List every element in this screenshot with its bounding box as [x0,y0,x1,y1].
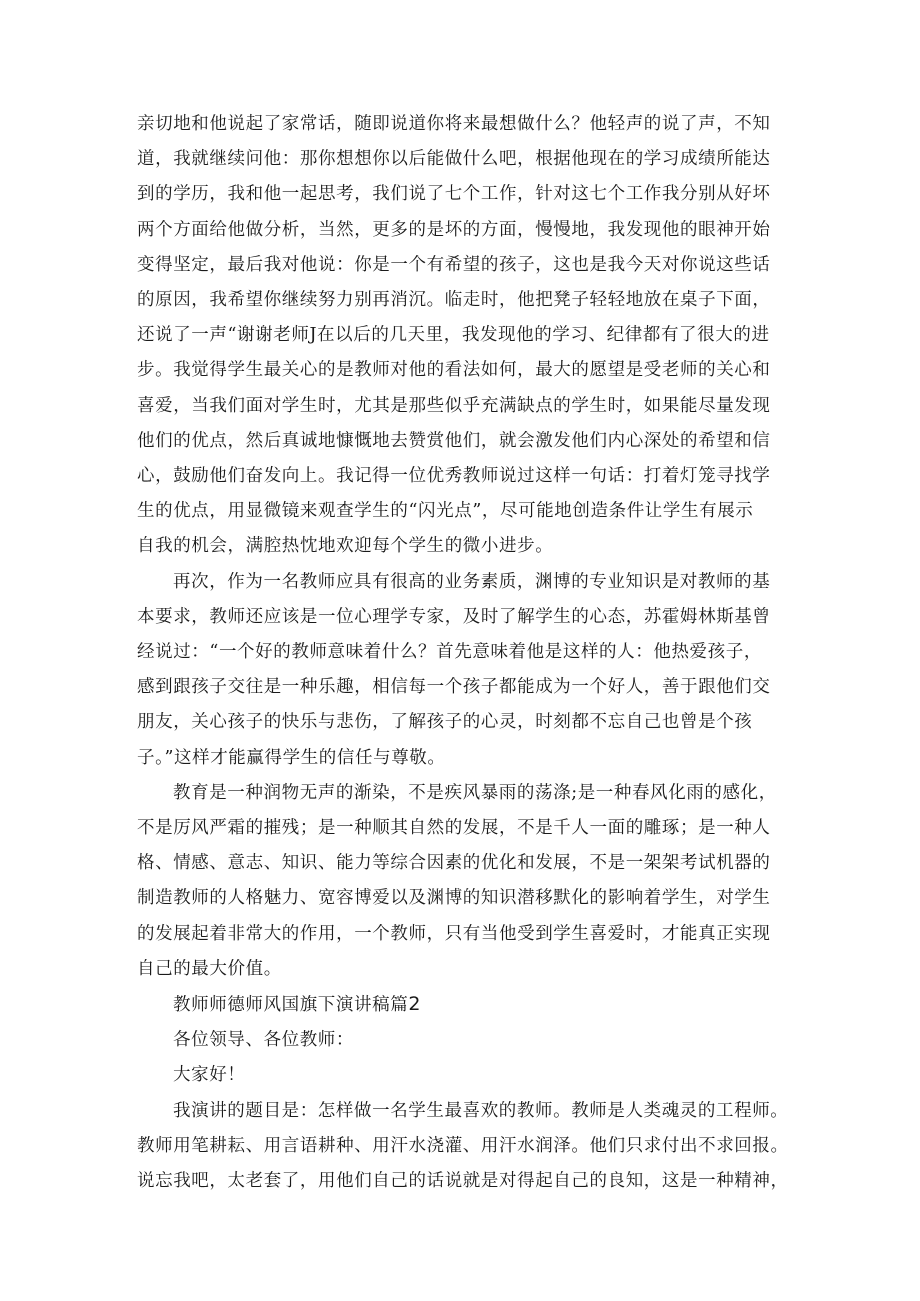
text-line: 步。我觉得学生最关心的是教师对他的看法如何，最大的愿望是受老师的关心和 [137,360,771,381]
text-line: 他们的优点，然后真诚地慷慨地去赞赏他们，就会激发他们内心深处的希望和信 [137,430,771,451]
text-line: 亲切地和他说起了家常话，随即说道你将来最想做什么？他轻声的说了声，不知 [137,114,771,134]
text-line: 制造教师的人格魅力、宽容博爱以及渊博的知识潜移默化的影响着学生，对学生 [137,888,771,909]
greeting-line-2 [137,1058,827,1093]
text-line: 生的优点，用显微镜来观查学生的“闪光点”，尽可能地创造条件让学生有展示 [137,501,754,522]
text-line: 变得坚定，最后我对他说：你是一个有希望的孩子，这也是我今天对你说这些话 [137,254,771,275]
text-line: 大家好！ [173,1065,246,1086]
text-line: 心，鼓励他们奋发向上。我记得一位优秀教师说过这样一句话：打着灯笼寻找学 [137,466,771,487]
text-line: 本要求，教师还应该是一位心理学专家，及时了解学生的心态，苏霍姆林斯基曾 [137,606,771,627]
heading-text: 教师师德师风国旗下演讲稿篇 [173,995,409,1016]
paragraph-1 [137,107,827,565]
text-line: 自我的机会，满腔热忱地欢迎每个学生的微小进步。 [137,536,554,557]
document-body [137,107,827,1199]
greeting-line-1 [137,1023,827,1058]
text-line: 格、情感、意志、知识、能力等综合因素的优化和发展，不是一架架考试机器的 [137,853,771,874]
text-line: 喜爱，当我们面对学生时，尤其是那些似乎充满缺点的学生时，如果能尽量发现 [137,395,771,416]
text-line: 经说过：“一个好的教师意味着什么？首先意味着他是这样的人：他热爱孩子， [137,642,762,663]
paragraph-2 [137,565,827,776]
text-line: 感到跟孩子交往是一种乐趣，相信每一个孩子都能成为一个好人，善于跟他们交 [137,677,771,698]
text-line: 教育是一种润物无声的渐染，不是疾风暴雨的荡涤;是一种春风化雨的感化， [173,782,777,803]
text-line: 到的学历，我和他一起思考，我们说了七个工作，针对这七个工作我分别从好坏 [137,184,771,205]
text-line: 的原因，我希望你继续努力别再消沉。临走时，他把凳子轻轻地放在桌子下面， [137,290,771,311]
text-line: 朋友，关心孩子的快乐与悲伤，了解孩子的心灵，时刻都不忘自己也曾是个孩 [137,712,753,733]
section-heading [137,987,827,1023]
text-line: 说忘我吧，太老套了，用他们自己的话说就是对得起自己的良知，这是一种精神， [137,1171,789,1192]
paragraph-4 [137,1094,827,1200]
text-line: 还说了一声“谢谢老师J在以后的几天里，我发现他的学习、纪律都有了很大的进 [137,325,770,346]
text-line: 道，我就继续问他：那你想想你以后能做什么吧，根据他现在的学习成绩所能达 [137,149,771,170]
text-line: 我演讲的题目是：怎样做一名学生最喜欢的教师。教师是人类魂灵的工程师。 [173,1100,789,1121]
paragraph-3 [137,776,827,987]
text-line: 子。”这样才能赢得学生的信任与尊敬。 [137,747,446,768]
text-line: 教师用笔耕耘、用言语耕种、用汗水浇灌、用汗水润泽。他们只求付出不求回报。 [137,1135,789,1156]
heading-number: 2 [408,993,422,1016]
text-line: 不是厉风严霜的摧残；是一种顺其自然的发展，不是千人一面的雕琢；是一种人 [137,818,771,839]
text-line: 再次，作为一名教师应具有很高的业务素质，渊博的专业知识是对教师的基 [173,571,771,592]
text-line: 两个方面给他做分析，当然，更多的是坏的方面，慢慢地，我发现他的眼神开始 [137,219,771,240]
text-line: 的发展起着非常大的作用，一个教师，只有当他受到学生喜爱时，才能真正实现 [137,923,771,944]
text-line: 自己的最大价值。 [137,958,282,979]
text-line: 各位领导、各位教师： [173,1030,354,1051]
